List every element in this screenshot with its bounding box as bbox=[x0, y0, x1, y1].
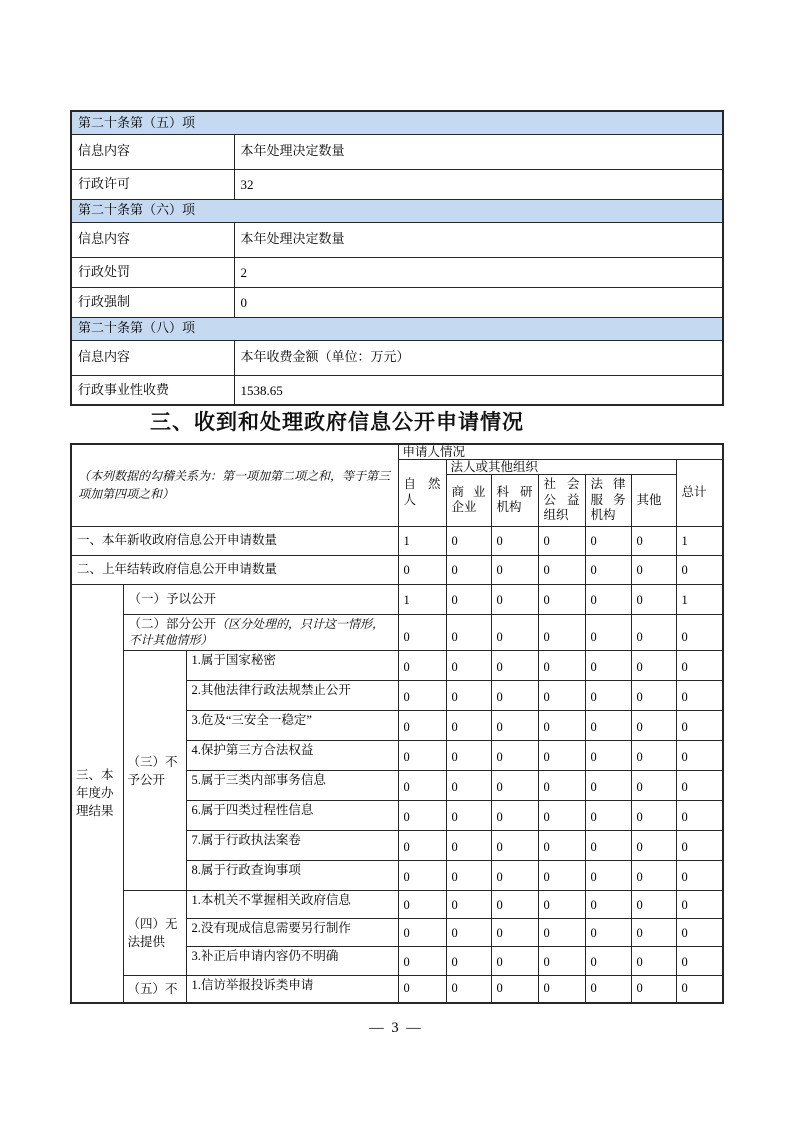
value-cell: 0 bbox=[491, 526, 538, 555]
table-row bbox=[71, 169, 723, 199]
requests-table bbox=[70, 443, 724, 1004]
value-cell: 0 bbox=[446, 584, 491, 614]
row-label: 1.属于国家秘密 bbox=[186, 651, 398, 681]
value-cell: 1 bbox=[398, 526, 446, 555]
value-cell: 0 bbox=[398, 947, 446, 976]
value-cell: 32 bbox=[234, 169, 723, 199]
page-number: — 3 — bbox=[369, 1020, 423, 1036]
value-cell: 0 bbox=[491, 711, 538, 741]
value-cell: 0 bbox=[585, 584, 631, 614]
value-cell: 0 bbox=[585, 976, 631, 1003]
value-cell: 0 bbox=[234, 287, 723, 317]
row-label: 2.没有现成信息需要另行制作 bbox=[186, 919, 398, 947]
row-label: （二）部分公开（区分处理的，只计这一情形，不计其他情形） bbox=[123, 614, 398, 650]
column-header-public-welfare: 社会公益组织 bbox=[538, 475, 585, 527]
section-header-row bbox=[71, 199, 723, 222]
value-cell: 0 bbox=[585, 771, 631, 801]
result-group-label: 三、本年度办理结果 bbox=[71, 584, 123, 1002]
section-header-cell: 第二十条第（八）项 bbox=[71, 317, 723, 340]
column-header-commercial: 商业企业 bbox=[446, 475, 491, 527]
value-cell: 0 bbox=[491, 771, 538, 801]
column-header-total: 总计 bbox=[676, 460, 723, 527]
row-label: 行政许可 bbox=[71, 169, 234, 199]
value-cell: 0 bbox=[585, 891, 631, 919]
value-cell: 0 bbox=[631, 947, 676, 976]
table-row bbox=[71, 222, 723, 257]
value-cell: 0 bbox=[446, 711, 491, 741]
value-cell: 0 bbox=[446, 614, 491, 650]
row-label: 5.属于三类内部事务信息 bbox=[186, 771, 398, 801]
value-cell: 0 bbox=[491, 681, 538, 711]
value-cell: 0 bbox=[676, 947, 723, 976]
table-row bbox=[71, 584, 723, 614]
row-label: 一、本年新收政府信息公开申请数量 bbox=[71, 526, 398, 555]
value-cell: 0 bbox=[491, 861, 538, 891]
value-cell: 0 bbox=[631, 711, 676, 741]
row-label: 6.属于四类过程性信息 bbox=[186, 801, 398, 831]
value-cell: 0 bbox=[398, 681, 446, 711]
value-cell: 0 bbox=[538, 919, 585, 947]
value-cell: 0 bbox=[585, 801, 631, 831]
value-cell: 0 bbox=[446, 526, 491, 555]
value-cell: 0 bbox=[631, 801, 676, 831]
table-row bbox=[71, 526, 723, 555]
value-cell: 0 bbox=[538, 711, 585, 741]
row-label: 信息内容 bbox=[71, 222, 234, 257]
requests-table-body bbox=[71, 444, 723, 1003]
row-label: 行政强制 bbox=[71, 287, 234, 317]
row-label: 信息内容 bbox=[71, 134, 234, 169]
table-header-row bbox=[71, 444, 723, 460]
value-cell: 0 bbox=[631, 741, 676, 771]
value-cell: 0 bbox=[446, 801, 491, 831]
value-cell: 0 bbox=[676, 555, 723, 584]
row-label: 信息内容 bbox=[71, 340, 234, 375]
value-cell: 0 bbox=[631, 555, 676, 584]
value-cell: 0 bbox=[491, 976, 538, 1003]
value-cell: 0 bbox=[676, 801, 723, 831]
value-cell: 0 bbox=[491, 614, 538, 650]
value-cell: 1 bbox=[676, 526, 723, 555]
value-cell: 0 bbox=[676, 919, 723, 947]
row-label: 1.信访举报投诉类申请 bbox=[186, 976, 398, 1003]
table-row bbox=[71, 134, 723, 169]
value-cell: 0 bbox=[676, 681, 723, 711]
row-label: 3.补正后申请内容仍不明确 bbox=[186, 947, 398, 976]
value-cell: 0 bbox=[676, 651, 723, 681]
value-cell: 0 bbox=[676, 741, 723, 771]
column-header-legal-service: 法律服务机构 bbox=[585, 475, 631, 527]
table-row bbox=[71, 287, 723, 317]
table-row bbox=[71, 555, 723, 584]
value-cell: 0 bbox=[446, 976, 491, 1003]
value-cell: 0 bbox=[446, 919, 491, 947]
value-cell: 0 bbox=[538, 584, 585, 614]
value-cell: 0 bbox=[676, 861, 723, 891]
value-cell: 0 bbox=[631, 584, 676, 614]
value-cell: 0 bbox=[631, 861, 676, 891]
value-cell: 0 bbox=[398, 651, 446, 681]
value-cell: 0 bbox=[676, 891, 723, 919]
table-row bbox=[71, 651, 723, 681]
value-cell: 0 bbox=[631, 976, 676, 1003]
section-header-row bbox=[71, 317, 723, 340]
value-cell: 0 bbox=[585, 681, 631, 711]
value-cell: 0 bbox=[676, 711, 723, 741]
column-header-natural-person: 自然人 bbox=[398, 460, 446, 527]
value-cell: 本年收费金额（单位：万元） bbox=[234, 340, 723, 375]
row-label: 3.危及“三安全一稳定” bbox=[186, 711, 398, 741]
value-cell: 0 bbox=[446, 741, 491, 771]
value-cell: 0 bbox=[446, 771, 491, 801]
category-label: （五）不 bbox=[123, 976, 186, 1003]
value-cell: 0 bbox=[585, 526, 631, 555]
value-cell: 本年处理决定数量 bbox=[234, 134, 723, 169]
value-cell: 0 bbox=[491, 555, 538, 584]
value-cell: 0 bbox=[491, 947, 538, 976]
value-cell: 0 bbox=[398, 919, 446, 947]
value-cell: 1 bbox=[676, 584, 723, 614]
value-cell: 0 bbox=[585, 831, 631, 861]
value-cell: 0 bbox=[398, 555, 446, 584]
row-label: 1.本机关不掌握相关政府信息 bbox=[186, 891, 398, 919]
value-cell: 0 bbox=[676, 976, 723, 1003]
value-cell: 0 bbox=[631, 614, 676, 650]
value-cell: 0 bbox=[538, 771, 585, 801]
value-cell: 0 bbox=[538, 651, 585, 681]
value-cell: 0 bbox=[398, 801, 446, 831]
row-label: （一）予以公开 bbox=[123, 584, 398, 614]
value-cell: 本年处理决定数量 bbox=[234, 222, 723, 257]
value-cell: 0 bbox=[538, 861, 585, 891]
value-cell: 0 bbox=[398, 771, 446, 801]
value-cell: 0 bbox=[491, 919, 538, 947]
value-cell: 0 bbox=[585, 919, 631, 947]
value-cell: 0 bbox=[631, 526, 676, 555]
value-cell: 0 bbox=[446, 861, 491, 891]
value-cell: 0 bbox=[491, 741, 538, 771]
value-cell: 0 bbox=[491, 584, 538, 614]
article20-table bbox=[70, 110, 724, 406]
value-cell: 0 bbox=[538, 526, 585, 555]
value-cell: 0 bbox=[631, 919, 676, 947]
value-cell: 0 bbox=[538, 741, 585, 771]
value-cell: 0 bbox=[538, 614, 585, 650]
value-cell: 0 bbox=[676, 831, 723, 861]
value-cell: 0 bbox=[538, 681, 585, 711]
row-label-note: （区分处理的，只计这一情形，不计其他情形） bbox=[128, 616, 385, 647]
value-cell: 0 bbox=[631, 831, 676, 861]
value-cell: 0 bbox=[585, 861, 631, 891]
section-header-cell: 第二十条第（五）项 bbox=[71, 111, 723, 134]
category-label: （三）不予公开 bbox=[123, 651, 186, 891]
value-cell: 0 bbox=[538, 831, 585, 861]
value-cell: 1 bbox=[398, 584, 446, 614]
row-label: 2.其他法律行政法规禁止公开 bbox=[186, 681, 398, 711]
table-row bbox=[71, 891, 723, 919]
value-cell: 0 bbox=[491, 891, 538, 919]
value-cell: 0 bbox=[585, 614, 631, 650]
column-header-research: 科研机构 bbox=[491, 475, 538, 527]
value-cell: 1538.65 bbox=[234, 375, 723, 405]
value-cell: 0 bbox=[491, 651, 538, 681]
value-cell: 0 bbox=[538, 801, 585, 831]
column-header-other: 其他 bbox=[631, 475, 676, 527]
value-cell: 0 bbox=[446, 555, 491, 584]
value-cell: 0 bbox=[398, 711, 446, 741]
value-cell: 0 bbox=[446, 681, 491, 711]
value-cell: 2 bbox=[234, 257, 723, 287]
section-header-row bbox=[71, 111, 723, 134]
value-cell: 0 bbox=[538, 947, 585, 976]
row-label: 行政处罚 bbox=[71, 257, 234, 287]
article20-table-body bbox=[71, 111, 723, 405]
value-cell: 0 bbox=[585, 555, 631, 584]
value-cell: 0 bbox=[631, 681, 676, 711]
value-cell: 0 bbox=[398, 891, 446, 919]
row-label: 8.属于行政查询事项 bbox=[186, 861, 398, 891]
value-cell: 0 bbox=[585, 711, 631, 741]
value-cell: 0 bbox=[676, 771, 723, 801]
value-cell: 0 bbox=[585, 947, 631, 976]
category-label: （四）无法提供 bbox=[123, 891, 186, 976]
value-cell: 0 bbox=[446, 651, 491, 681]
reconciliation-note: （本列数据的勾稽关系为：第一项加第二项之和，等于第三项加第四项之和） bbox=[71, 444, 398, 526]
row-label: 7.属于行政执法案卷 bbox=[186, 831, 398, 861]
table-row bbox=[71, 340, 723, 375]
value-cell: 0 bbox=[491, 831, 538, 861]
value-cell: 0 bbox=[398, 976, 446, 1003]
value-cell: 0 bbox=[676, 614, 723, 650]
value-cell: 0 bbox=[585, 651, 631, 681]
value-cell: 0 bbox=[398, 614, 446, 650]
value-cell: 0 bbox=[631, 891, 676, 919]
section-header-cell: 第二十条第（六）项 bbox=[71, 199, 723, 222]
table-row bbox=[71, 257, 723, 287]
value-cell: 0 bbox=[398, 831, 446, 861]
value-cell: 0 bbox=[398, 861, 446, 891]
row-label: 行政事业性收费 bbox=[71, 375, 234, 405]
value-cell: 0 bbox=[585, 741, 631, 771]
row-label: 二、上年结转政府信息公开申请数量 bbox=[71, 555, 398, 584]
applicant-group-header: 申请人情况 bbox=[398, 444, 723, 460]
table-row bbox=[71, 976, 723, 1003]
value-cell: 0 bbox=[538, 555, 585, 584]
table-row bbox=[71, 375, 723, 405]
row-label: 4.保护第三方合法权益 bbox=[186, 741, 398, 771]
value-cell: 0 bbox=[446, 831, 491, 861]
value-cell: 0 bbox=[631, 771, 676, 801]
value-cell: 0 bbox=[538, 976, 585, 1003]
section-heading: 三、收到和处理政府信息公开申请情况 bbox=[150, 411, 524, 434]
value-cell: 0 bbox=[491, 801, 538, 831]
value-cell: 0 bbox=[631, 651, 676, 681]
value-cell: 0 bbox=[446, 947, 491, 976]
table-row bbox=[71, 614, 723, 650]
org-group-header: 法人或其他组织 bbox=[446, 460, 676, 475]
value-cell: 0 bbox=[446, 891, 491, 919]
value-cell: 0 bbox=[538, 891, 585, 919]
value-cell: 0 bbox=[398, 741, 446, 771]
